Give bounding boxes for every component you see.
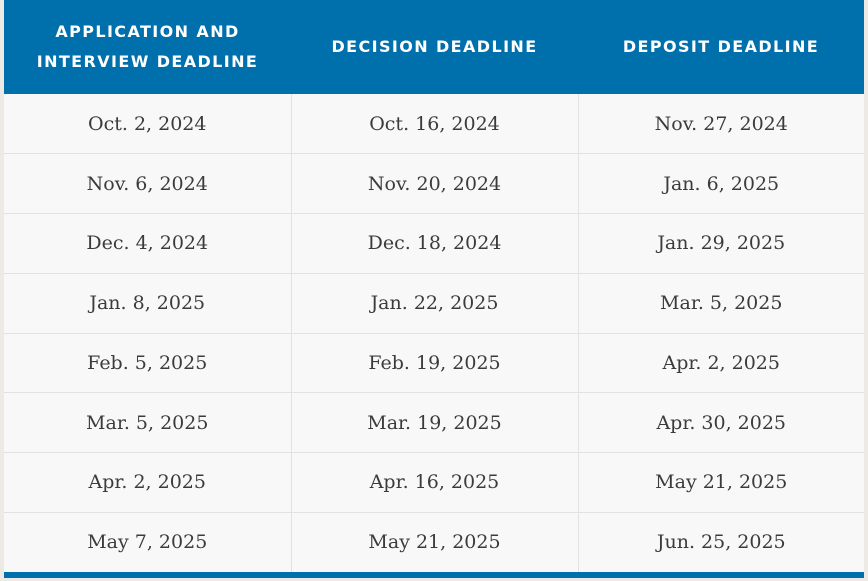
table-row [4, 154, 864, 214]
deadlines-table [4, 0, 864, 573]
decision-deadline-cell: Oct. 16, 2024 [291, 94, 578, 154]
decision-deadline-cell: Nov. 20, 2024 [291, 154, 578, 214]
deposit-deadline-cell: Jan. 6, 2025 [578, 154, 864, 214]
decision-deadline-cell: May 21, 2025 [291, 512, 578, 572]
table-row [4, 273, 864, 333]
application-deadline-cell: Mar. 5, 2025 [4, 393, 291, 453]
deposit-deadline-cell: May 21, 2025 [578, 453, 864, 513]
table-header [4, 0, 864, 94]
decision-deadline-cell: Dec. 18, 2024 [291, 214, 578, 274]
application-deadline-cell: Jan. 8, 2025 [4, 273, 291, 333]
application-deadline-cell: Oct. 2, 2024 [4, 94, 291, 154]
table-row [4, 94, 864, 154]
application-deadline-cell: Dec. 4, 2024 [4, 214, 291, 274]
table-row [4, 333, 864, 393]
decision-deadline-cell: Jan. 22, 2025 [291, 273, 578, 333]
table-row [4, 512, 864, 572]
application-deadline-cell: May 7, 2025 [4, 512, 291, 572]
deposit-deadline-cell: Jan. 29, 2025 [578, 214, 864, 274]
application-deadline-cell: Feb. 5, 2025 [4, 333, 291, 393]
header-row [4, 0, 864, 94]
deposit-deadline-cell: Apr. 2, 2025 [578, 333, 864, 393]
deposit-deadline-cell: Apr. 30, 2025 [578, 393, 864, 453]
decision-deadline-cell: Mar. 19, 2025 [291, 393, 578, 453]
table-body [4, 94, 864, 572]
header-deposit-deadline: DEPOSIT DEADLINE [622, 37, 820, 56]
application-deadline-cell: Nov. 6, 2024 [4, 154, 291, 214]
deadlines-table-container [4, 0, 864, 578]
application-deadline-cell: Apr. 2, 2025 [4, 453, 291, 513]
table-bottom-border [4, 572, 864, 578]
deposit-deadline-cell: Nov. 27, 2024 [578, 94, 864, 154]
decision-deadline-cell: Apr. 16, 2025 [291, 453, 578, 513]
deposit-deadline-cell: Jun. 25, 2025 [578, 512, 864, 572]
table-row [4, 453, 864, 513]
table-row [4, 393, 864, 453]
header-application-interview-deadline: APPLICATION AND INTERVIEW DEADLINE [36, 22, 259, 71]
header-decision-deadline: DECISION DEADLINE [331, 37, 538, 56]
deposit-deadline-cell: Mar. 5, 2025 [578, 273, 864, 333]
decision-deadline-cell: Feb. 19, 2025 [291, 333, 578, 393]
table-row [4, 214, 864, 274]
